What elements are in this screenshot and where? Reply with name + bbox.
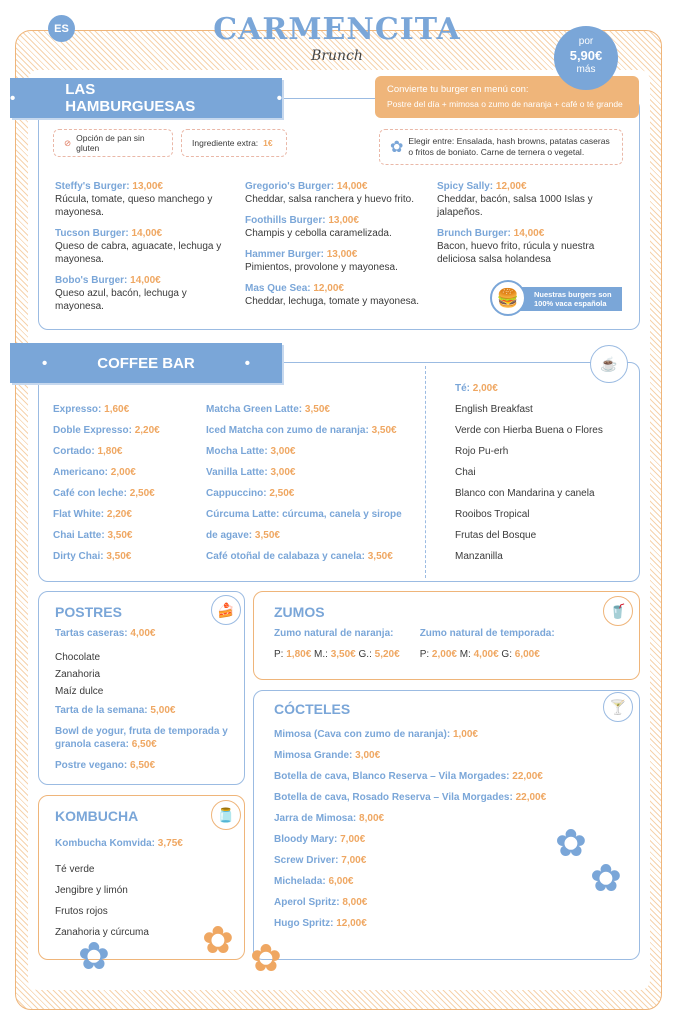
burger-name: Foothills Burger:	[245, 215, 329, 226]
item-price: 3,00€	[270, 446, 296, 457]
item-name: Aperol Spritz:	[274, 897, 343, 908]
item-name: Expresso:	[53, 404, 105, 415]
extra-ingredient-note	[181, 129, 287, 157]
kombucha-flavor: Frutos rojos	[55, 906, 108, 917]
juice-item	[274, 628, 400, 660]
blue-flower-decoration: ✿	[555, 823, 587, 865]
burger-price: 14,00€	[513, 228, 545, 239]
burger-desc: Cheddar, salsa ranchera y huevo frito.	[245, 194, 414, 205]
menu-item	[53, 467, 160, 488]
item-price: 1,80€	[97, 446, 123, 457]
side-choice-text: Elegir entre: Ensalada, hash browns, patatas caseras o fritos de boniato. Carne de ternera o vegetal.	[408, 136, 610, 157]
gluten-text: Opción de pan sin gluten	[76, 133, 145, 153]
item-price: 4,00€	[130, 628, 156, 639]
blue-flower-decoration: ✿	[78, 936, 110, 978]
item-name: Café otoñal de calabaza y canela:	[206, 551, 368, 562]
item-name: Mimosa (Cava con zumo de naranja):	[274, 729, 453, 740]
item-name: Bloody Mary:	[274, 834, 341, 845]
item-name: Mimosa Grande:	[274, 750, 356, 761]
flower-icon: ✿	[390, 138, 404, 156]
burger-desc: Rúcula, tomate, queso manchego y mayonesa.	[55, 194, 213, 218]
section-title: COFFEE BAR	[97, 354, 195, 372]
cocktail-icon: 🍸	[603, 692, 633, 722]
size-price: 6,00€	[514, 649, 540, 660]
size-label: M.:	[311, 649, 331, 660]
item-name: Screw Driver:	[274, 855, 342, 866]
zumos-title: ZUMOS	[274, 604, 325, 620]
item-price: 8,00€	[359, 813, 385, 824]
burger-price: 12,00€	[495, 181, 527, 192]
logo-title: CARMENCITA	[213, 12, 461, 47]
menu-item	[274, 897, 619, 918]
burger-desc: Queso de cabra, aguacate, lechuga y mayonesa.	[55, 241, 222, 265]
juice-prices	[420, 649, 555, 660]
menu-item	[53, 551, 160, 572]
size-label: P:	[274, 649, 287, 660]
jar-icon: 🫙	[211, 800, 241, 830]
menu-item	[53, 488, 160, 509]
item-price: 2,50€	[269, 488, 295, 499]
item-price: 6,50€	[130, 760, 156, 771]
item-name: Jarra de Mimosa:	[274, 813, 360, 824]
item-name: Bowl de yogur, fruta de temporada y granola casera:	[55, 726, 228, 750]
menu-price-bubble	[554, 26, 618, 90]
menu-item	[206, 551, 402, 572]
size-price: 4,00€	[473, 649, 499, 660]
menu-item	[455, 383, 603, 404]
tea-item: Rooibos Tropical	[455, 509, 530, 520]
section-banner-hamburguesas: • LAS HAMBURGUESAS •	[10, 78, 282, 118]
kombucha-flavor: Zanahoria y cúrcuma	[55, 927, 149, 938]
burger-name: Bobo's Burger:	[55, 275, 131, 286]
item-price: 6,00€	[328, 876, 354, 887]
menu-item	[274, 792, 619, 813]
item-name: Cappuccino:	[206, 488, 270, 499]
item-name: Cortado:	[53, 446, 98, 457]
menu-item	[206, 446, 402, 467]
cake-flavor: Chocolate	[55, 652, 101, 663]
burger-item	[245, 282, 430, 308]
section-title: LAS HAMBURGUESAS	[65, 81, 196, 115]
menu-item	[53, 446, 160, 467]
kombucha-flavor: Té verde	[55, 864, 95, 875]
language-badge[interactable]: ES	[48, 15, 75, 42]
juice-prices	[274, 649, 400, 660]
item-price: 7,00€	[340, 834, 366, 845]
menu-item	[206, 404, 402, 425]
coffee-cup-icon: ☕	[590, 345, 628, 383]
postres-title: POSTRES	[55, 604, 122, 620]
item-name: Café con leche:	[53, 488, 130, 499]
juice-name: Zumo natural de naranja:	[274, 628, 394, 639]
menu-item	[274, 750, 619, 771]
item-price: 2,50€	[129, 488, 155, 499]
promo-mas: más	[576, 64, 596, 75]
side-choice-note	[379, 129, 623, 165]
cake-flavor: Zanahoria	[55, 669, 101, 680]
item-price: 3,00€	[270, 467, 296, 478]
burger-price: 14,00€	[336, 181, 368, 192]
menu-item	[53, 530, 160, 551]
item-price: 7,00€	[341, 855, 367, 866]
size-price: 1,80€	[286, 649, 312, 660]
menu-item	[206, 425, 402, 446]
item-name: Chai Latte:	[53, 530, 108, 541]
item-price: 3,50€	[371, 425, 397, 436]
menu-item	[55, 704, 228, 717]
item-price: 3,50€	[304, 404, 330, 415]
menu-item	[274, 771, 619, 792]
burger-desc: Pimientos, provolone y mayonesa.	[245, 262, 398, 273]
item-price: 3,50€	[367, 551, 393, 562]
item-name: Americano:	[53, 467, 111, 478]
burger-column	[437, 180, 612, 274]
spanish-beef-badge: Nuestras burgers son 100% vaca española	[520, 287, 622, 311]
item-name: Postre vegano:	[55, 760, 131, 771]
item-name: de agave:	[206, 530, 255, 541]
burger-name: Steffy's Burger:	[55, 181, 133, 192]
burger-price: 13,00€	[326, 249, 358, 260]
burger-name: Gregorio's Burger:	[245, 181, 337, 192]
coffee-divider	[425, 366, 426, 578]
burger-desc: Cheddar, lechuga, tomate y mayonesa.	[245, 296, 419, 307]
size-price: 2,00€	[431, 649, 457, 660]
cake-icon: 🍰	[211, 595, 241, 625]
menu-item	[274, 918, 619, 939]
item-price: 3,75€	[157, 838, 183, 849]
menu-item	[274, 729, 619, 750]
item-price: 22,00€	[512, 771, 543, 782]
extra-label: Ingrediente extra:	[192, 138, 259, 148]
tea-item: Chai	[455, 467, 476, 478]
menu-item	[55, 725, 228, 751]
zumos-panel	[253, 591, 640, 680]
item-price: 3,50€	[107, 530, 133, 541]
item-price: 3,00€	[355, 750, 381, 761]
extra-price: 1€	[263, 138, 273, 148]
item-price: 5,00€	[150, 705, 176, 716]
item-price: 1,00€	[452, 729, 478, 740]
item-price: 2,20€	[106, 509, 132, 520]
tea-item: Verde con Hierba Buena o Flores	[455, 425, 603, 436]
menu-item	[53, 425, 160, 446]
item-price: 2,00€	[110, 467, 136, 478]
size-label: G:	[498, 649, 515, 660]
gluten-free-icon: ⊘	[64, 137, 72, 148]
tea-item: Frutas del Bosque	[455, 530, 537, 541]
item-name: Dirty Chai:	[53, 551, 107, 562]
size-label: M:	[456, 649, 474, 660]
item-name: Vanilla Latte:	[206, 467, 271, 478]
juice-icon: 🥤	[603, 596, 633, 626]
menu-item	[206, 467, 402, 488]
burger-item	[245, 248, 430, 274]
tea-item: Rojo Pu-erh	[455, 446, 509, 457]
size-price: 5,20€	[374, 649, 400, 660]
size-label: P:	[419, 649, 432, 660]
burger-desc: Champis y cebolla caramelizada.	[245, 228, 392, 239]
burger-item	[437, 227, 612, 266]
item-name: Tarta de la semana:	[55, 705, 151, 716]
item-price: 8,00€	[342, 897, 368, 908]
burger-icon: 🍔	[490, 280, 526, 316]
juice-item	[420, 628, 555, 660]
burger-name: Mas Que Sea:	[245, 283, 314, 294]
menu-item	[206, 530, 402, 551]
blue-flower-decoration: ✿	[590, 858, 622, 900]
burger-item	[245, 214, 430, 240]
menu-item	[274, 876, 619, 897]
item-name: Mocha Latte:	[206, 446, 271, 457]
orange-flower-decoration: ✿	[250, 938, 282, 980]
item-price: 2,00€	[472, 383, 498, 394]
item-name: Iced Matcha con zumo de naranja:	[206, 425, 372, 436]
item-name: Kombucha Komvida:	[55, 838, 158, 849]
burger-item	[245, 180, 430, 206]
burger-price: 13,00€	[328, 215, 359, 226]
burger-desc: Bacon, huevo frito, rúcula y nuestra deliciosa salsa holandesa	[437, 241, 595, 265]
item-name: Botella de cava, Rosado Reserva – Vila Morgades:	[274, 792, 516, 803]
burger-price: 14,00€	[130, 275, 161, 286]
logo-subtitle: Brunch	[311, 48, 363, 64]
item-price: 6,50€	[131, 739, 157, 750]
burger-name: Hammer Burger:	[245, 249, 327, 260]
burger-price: 14,00€	[131, 228, 163, 239]
menu-item	[206, 488, 402, 509]
item-name: Hugo Spritz:	[274, 918, 337, 929]
item-price: 12,00€	[336, 918, 367, 929]
burger-item	[55, 227, 230, 266]
menu-upgrade-desc: Postre del día + mimosa o zumo de naranja + café o té grande	[387, 99, 623, 109]
item-name: Té:	[455, 383, 473, 394]
item-price: 2,20€	[134, 425, 160, 436]
item-name: Cúrcuma Latte: cúrcuma, canela y sirope	[206, 509, 402, 520]
burger-desc: Queso azul, bacón, lechuga y mayonesa.	[55, 288, 187, 312]
gluten-free-note	[53, 129, 173, 157]
tea-item: English Breakfast	[455, 404, 533, 415]
item-price: 22,00€	[515, 792, 547, 803]
menu-item	[53, 404, 160, 425]
burger-name: Brunch Burger:	[437, 228, 514, 239]
item-name: Tartas caseras:	[55, 628, 131, 639]
burger-item	[55, 180, 230, 219]
size-label: G.:	[355, 649, 375, 660]
item-price: 3,50€	[106, 551, 132, 562]
kombucha-flavor: Jengibre y limón	[55, 885, 128, 896]
burger-price: 12,00€	[313, 283, 344, 294]
burger-desc: Cheddar, bacón, salsa 1000 Islas y jalapeños.	[437, 194, 593, 218]
juice-name: Zumo natural de temporada:	[419, 628, 555, 639]
item-name: Matcha Green Latte:	[206, 404, 305, 415]
menu-item	[53, 509, 160, 530]
tea-item: Blanco con Mandarina y canela	[455, 488, 595, 499]
orange-flower-decoration: ✿	[202, 920, 234, 962]
burger-item	[55, 274, 230, 313]
item-name: Botella de cava, Blanco Reserva – Vila Morgades:	[274, 771, 513, 782]
item-name: Michelada:	[274, 876, 329, 887]
kombucha-title: KOMBUCHA	[55, 808, 139, 824]
section-banner-coffee: • COFFEE BAR •	[10, 343, 282, 383]
item-name: Flat White:	[53, 509, 107, 520]
burger-column	[245, 180, 430, 316]
promo-por: por	[578, 36, 594, 47]
item-price: 3,50€	[254, 530, 280, 541]
burger-name: Tucson Burger:	[55, 228, 132, 239]
promo-price: 5,90€	[569, 48, 603, 63]
size-price: 3,50€	[330, 649, 356, 660]
menu-item	[55, 759, 228, 772]
item-price: 1,60€	[104, 404, 130, 415]
item-name: Doble Expresso:	[53, 425, 135, 436]
tea-item: Manzanilla	[455, 551, 503, 562]
burger-column	[55, 180, 230, 321]
cake-flavor: Maíz dulce	[55, 686, 104, 697]
burger-name: Spicy Sally:	[437, 181, 496, 192]
menu-item	[206, 509, 402, 530]
burger-price: 13,00€	[132, 181, 163, 192]
burger-item	[437, 180, 612, 219]
menu-upgrade-title: Convierte tu burger en menú con:	[387, 84, 529, 95]
cocteles-title: CÓCTELES	[274, 701, 351, 717]
